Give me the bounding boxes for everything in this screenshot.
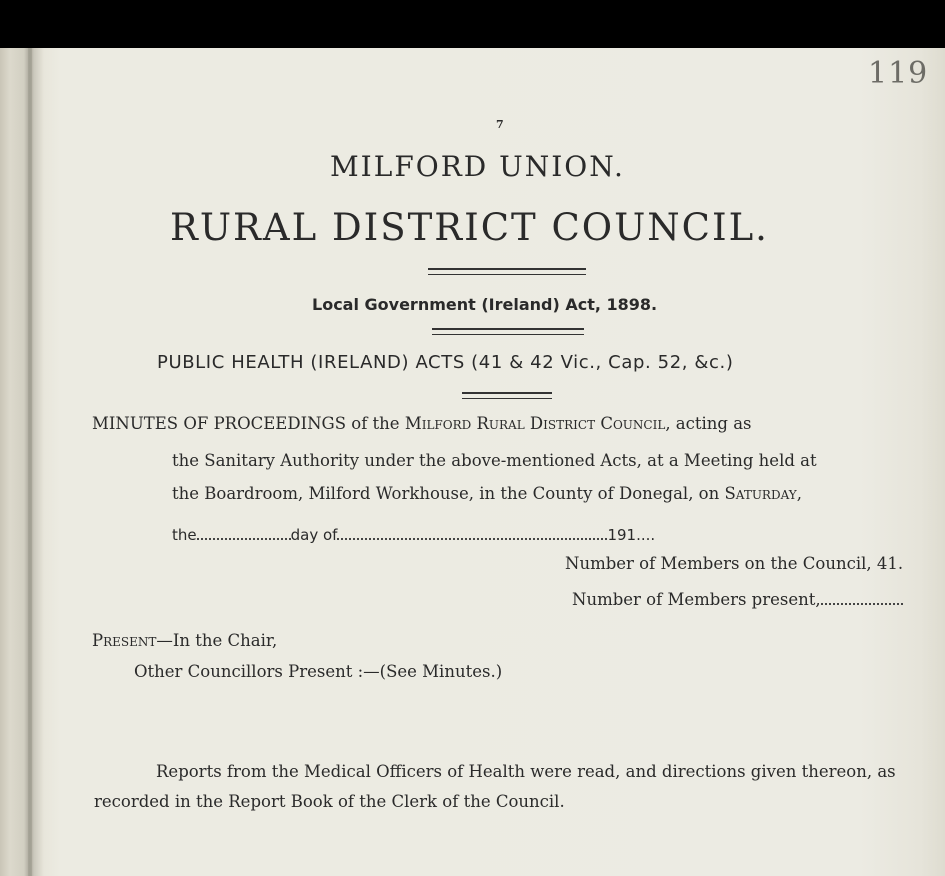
public-health-line: PUBLIC HEALTH (IRELAND) ACTS (41 & 42 Vic., Cap. 52, &c.)	[157, 352, 734, 373]
council-title: RURAL DISTRICT COUNCIL.	[170, 206, 769, 249]
meeting-day: Saturday,	[724, 484, 802, 503]
day-blank	[197, 537, 291, 540]
minutes-tail: , acting as	[665, 414, 752, 433]
page-spine-shadow	[28, 48, 32, 876]
top-black-bar	[0, 0, 945, 48]
date-line	[172, 526, 655, 544]
double-rule-3	[462, 392, 552, 399]
small-number: 7	[496, 118, 504, 131]
council-name: Milford Rural District Council	[404, 414, 666, 433]
reports-line-2: recorded in the Report Book of the Clerk of the Council.	[94, 792, 565, 811]
members-on-council: Number of Members on the Council, 41.	[565, 554, 904, 573]
date-dayof: day of	[290, 526, 338, 544]
month-blank	[337, 537, 607, 540]
present-chair: —In the Chair,	[156, 631, 278, 650]
date-the: the	[172, 526, 197, 544]
act-line: Local Government (Ireland) Act, 1898.	[312, 295, 658, 314]
union-title: MILFORD UNION.	[330, 150, 625, 183]
double-rule-2	[432, 328, 584, 335]
double-rule-1	[428, 268, 586, 275]
reports-line-1: Reports from the Medical Officers of Health were read, and directions given thereon, as	[156, 762, 896, 781]
members-present: Number of Members present,	[572, 590, 821, 609]
present-label: Present	[92, 631, 157, 650]
minutes-line-1	[92, 414, 752, 433]
minutes-line-3	[172, 484, 802, 503]
minutes-lead: MINUTES OF PROCEEDINGS of the	[92, 414, 405, 433]
page-number: 119	[868, 56, 929, 91]
present-blank	[821, 602, 903, 605]
minutes-line-2: the Sanitary Authority under the above-mentioned Acts, at a Meeting held at	[172, 451, 817, 470]
other-councillors: Other Councillors Present :—(See Minutes.)	[134, 662, 503, 681]
minutes-location: the Boardroom, Milford Workhouse, in the County of Donegal, on	[172, 484, 725, 503]
date-year: 191....	[607, 526, 656, 544]
present-line	[92, 631, 277, 650]
members-present-line	[572, 590, 903, 609]
